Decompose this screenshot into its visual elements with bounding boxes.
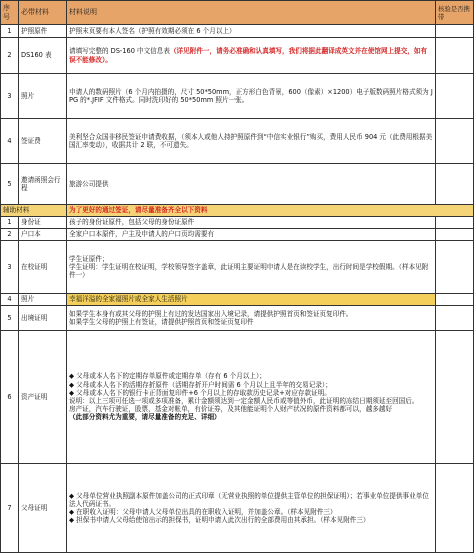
row-item: 户口本	[19, 229, 67, 241]
table-row	[1, 217, 474, 229]
row-item: 身份证	[19, 217, 67, 229]
row-no: 2	[1, 38, 19, 74]
row-check-cell[interactable]	[436, 229, 474, 241]
row-check-cell[interactable]	[436, 464, 474, 553]
row-item: 护照原件	[19, 25, 67, 38]
row-item: 签证费	[19, 119, 67, 164]
desc-line: 如果学生本身有或其父母的护照上有过的发达国家出入境记录，请提供护照首页和签证页复印件。	[69, 309, 353, 318]
row-desc: 幸福洋溢的全家福照片或全家人生活照片	[67, 294, 436, 306]
header-no: 序号	[1, 1, 19, 25]
row-no: 3	[1, 74, 19, 119]
table-row	[1, 164, 474, 205]
row-item: 资产证明	[19, 331, 67, 464]
header-check: 核验是否携带	[436, 1, 474, 25]
row-item: 照片	[19, 294, 67, 306]
row-desc	[67, 241, 436, 294]
header-row	[1, 1, 474, 25]
row-desc: 美利坚合众国非移民签证申请费收据，（须本人或他人持护照原件到“中信实业银行”购买，费用人民币 904 元（此费用根据美国汇率变动），收据共计 2 联，不可遗失。	[67, 119, 436, 164]
row-desc: 全家户口本原件，户主及申请人的户口页均需要有	[67, 229, 436, 241]
desc-line: ◆ 在职收入证明：父母申请人父母单位出具的在职收入证明，并加盖公章。（样本见附件三）	[69, 508, 337, 516]
row-desc	[67, 331, 436, 464]
row-check-cell[interactable]	[436, 74, 474, 119]
aux-label: 辅助材料	[1, 205, 67, 217]
row-no: 4	[1, 294, 19, 306]
row-item: 邀请函照会行程	[19, 164, 67, 205]
header-item: 必带材料	[19, 1, 67, 25]
row-desc: 申请人的数码照片（6 个月内拍摄的，尺寸 50*50mm，正方形白色背景，600（像素）×1200）电子版数码照片格式须为 JPG 的*.JFIF 文件格式。同时洗印好的 50*50mm 照片一张。	[67, 74, 436, 119]
row-check-cell[interactable]	[436, 119, 474, 164]
table-row	[1, 464, 474, 553]
desc-text: 请填写完整的 DS-160 中文信息表	[69, 47, 170, 56]
desc-line: ◆ 父母或本人名下的定期存单原件或定期存单（存有 6 个月以上）；	[69, 372, 266, 381]
row-no: 5	[1, 306, 19, 331]
desc-line: 房产证，汽车行驶证，股票，基金对帐单，有价证券，及其他能证明个人财产状况的原件资料都可以，越多越好	[69, 405, 393, 414]
row-no: 1	[1, 25, 19, 38]
row-check-cell[interactable]	[436, 241, 474, 294]
row-item: 出境证明	[19, 306, 67, 331]
desc-line: 学生证明：学生证明在校证明，学校领导签字盖章，此证明主要证明申请人是在读校学生，出行时间是学校假期。（样本见附件一）	[69, 262, 429, 280]
row-no: 7	[1, 464, 19, 553]
row-no: 4	[1, 119, 19, 164]
row-desc: 旅游公司提供	[67, 164, 436, 205]
row-item: 在校证明	[19, 241, 67, 294]
row-item: DS160 表	[19, 38, 67, 74]
row-desc	[67, 464, 436, 553]
row-no: 3	[1, 241, 19, 294]
row-desc	[67, 306, 436, 331]
row-check-cell[interactable]	[436, 38, 474, 74]
desc-warning: （详见附件一，请务必准确和认真填写，我们将据此翻译成英文并在使馆网上提交，如有误不能修改）。	[69, 47, 428, 64]
aux-note-text: 为了更好的通过签证，请尽量准备齐全以下资料	[67, 205, 474, 217]
desc-line: 说明：以上三项可任选一项或多项准备，累计金额须达到一定金额人民币或等值外币，此证明的冻结日期须延至回国后。	[69, 397, 419, 405]
row-desc	[67, 38, 436, 74]
row-check-cell[interactable]	[436, 331, 474, 464]
row-check-cell[interactable]	[436, 25, 474, 38]
header-desc: 材料说明	[67, 1, 436, 25]
desc-emphasis: （此部分资料尤为重要，请尽量准备的充足、详细）	[69, 413, 221, 422]
row-no: 1	[1, 217, 19, 229]
row-check-cell[interactable]	[436, 306, 474, 331]
row-check-cell[interactable]	[436, 294, 474, 306]
row-check-cell[interactable]	[436, 217, 474, 229]
table-row	[1, 294, 474, 306]
table-row	[1, 306, 474, 331]
table-row	[1, 25, 474, 38]
row-no: 5	[1, 164, 19, 205]
table-row	[1, 229, 474, 241]
desc-line: 学生证原件；	[69, 254, 109, 263]
table-row	[1, 119, 474, 164]
desc-line: ◆ 父母或本人名下的活期存折原件（活期存折开户时间需 6 个月以上且半年的交易记录）；	[69, 380, 332, 389]
row-desc: 护照末页要有本人签名（护照有效期必须在 6 个月以上）	[67, 25, 436, 38]
table-row	[1, 38, 474, 74]
desc-line: ◆ 担保书申请人父母给使馆出示的担保书，证明申请人此次出行的全部费用由其承担。（样本见附件三）	[69, 516, 370, 525]
table-row	[1, 74, 474, 119]
row-check-cell[interactable]	[436, 164, 474, 205]
table-row	[1, 331, 474, 464]
desc-line: ◆ 父母单位营业执照副本原件加盖公司的正式印章（无营业执照的单位提供主管单位的担保证明）；若事业单位提供事业单位法人代码证书。	[69, 491, 429, 508]
row-item: 父母证明	[19, 464, 67, 553]
desc-line: ◆ 父母或本人名下的银行卡正背面复印件+6 个月以上的存取款历史记录+对应存款证明。	[69, 388, 331, 397]
row-no: 2	[1, 229, 19, 241]
table-row	[1, 241, 474, 294]
desc-line: 如果学生父母的护照上有签证，请提供护照首页和签证页复印件	[69, 318, 254, 326]
row-no: 6	[1, 331, 19, 464]
row-desc: 孩子的身份证原件，包括父母的身份证原件	[67, 217, 436, 229]
aux-note-row	[1, 205, 474, 217]
row-item: 照片	[19, 74, 67, 119]
